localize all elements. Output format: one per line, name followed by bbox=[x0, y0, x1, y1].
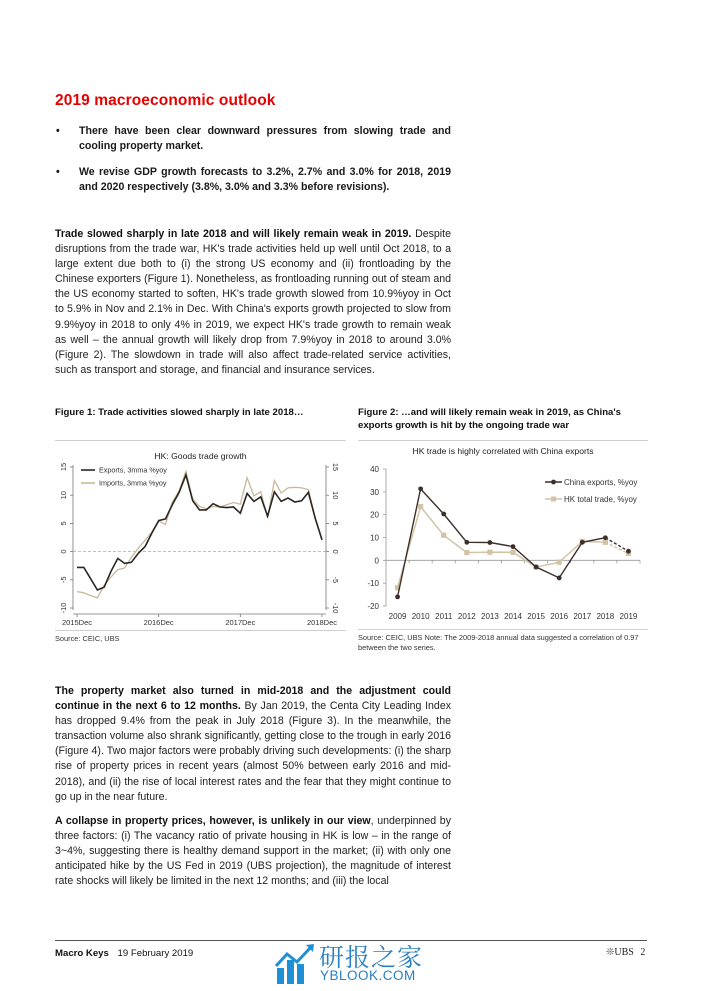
key-point-text: There have been clear downward pressures from slowing trade and cooling property market. bbox=[79, 125, 451, 152]
svg-text:2019: 2019 bbox=[619, 612, 638, 621]
svg-text:20: 20 bbox=[370, 510, 379, 520]
svg-text:10: 10 bbox=[370, 533, 379, 543]
svg-text:-5: -5 bbox=[331, 576, 340, 584]
svg-text:5: 5 bbox=[59, 521, 68, 526]
figure-2-bottom-rule bbox=[358, 629, 648, 630]
svg-text:-10: -10 bbox=[59, 602, 68, 614]
bullet-icon: • bbox=[56, 125, 60, 137]
svg-text:5: 5 bbox=[331, 521, 340, 526]
figure-2-chart bbox=[358, 443, 648, 629]
paragraph-property bbox=[55, 684, 451, 805]
key-point bbox=[55, 124, 451, 154]
svg-text:2018: 2018 bbox=[596, 612, 615, 621]
figure-1-caption: Figure 1: Trade activities slowed sharply in late 2018… bbox=[55, 407, 304, 418]
paragraph-body: By Jan 2019, the Centa City Leading Index has dropped 9.4% from the peak in July 2018 (Figure 3). In the meanwhile, the transaction volume also shrank significantly, getting close to the trough in early 2016 (Figure 4). Two major factors were probably driving such developments: (i) the sharp rise of property prices in recent years (almost 50% between early 2016 and mid-2018), and (ii) the rise of local interest rates and the fear that they might continue to go up in the near future. bbox=[55, 700, 452, 803]
paragraph-lead: A collapse in property prices, however, is unlikely in our view bbox=[55, 815, 371, 827]
figure-1-chart bbox=[55, 443, 346, 629]
svg-text:2015Dec: 2015Dec bbox=[61, 618, 93, 627]
svg-text:HK total trade, %yoy: HK total trade, %yoy bbox=[564, 495, 637, 504]
svg-text:-20: -20 bbox=[367, 602, 379, 611]
svg-text:0: 0 bbox=[59, 549, 68, 554]
page-number: 2 bbox=[640, 947, 646, 958]
figure-2-plot bbox=[358, 443, 648, 629]
brand-name: UBS bbox=[614, 947, 634, 958]
svg-text:-10: -10 bbox=[331, 602, 340, 614]
svg-text:2011: 2011 bbox=[435, 612, 453, 621]
bullet-icon: • bbox=[56, 166, 60, 178]
svg-text:2018Dec: 2018Dec bbox=[306, 618, 338, 627]
svg-text:2010: 2010 bbox=[411, 612, 430, 621]
svg-text:-5: -5 bbox=[59, 576, 68, 584]
svg-text:2017Dec: 2017Dec bbox=[225, 618, 256, 627]
figure-2-source: Source: CEIC, UBS Note: The 2009-2018 annual data suggested a correlation of 0.97 between the two series. bbox=[358, 633, 639, 652]
svg-text:2015: 2015 bbox=[527, 612, 545, 621]
section-title: 2019 macroeconomic outlook bbox=[55, 92, 276, 109]
paragraph-collapse bbox=[55, 814, 451, 889]
paragraph-lead: Trade slowed sharply in late 2018 and will likely remain weak in 2019. bbox=[55, 228, 412, 240]
figure-1-plot bbox=[55, 443, 346, 629]
paragraph-body: Despite disruptions from the trade war, HK's trade activities held up well until Oct 2018, to a large extent due both to (i) the strong US economy and (ii) frontloading by the Chinese exporters (Figure 1). Nonetheless, as frontloading running out of steam and the US economy started to soften, HK's trade growth slowed from 10.9%yoy in Oct to 5.9% in Nov and 2.1% in Dec. With China's exports growth projected to slow from 9.9%yoy in 2018 to only 4% in 2019, we expect HK's trade growth to remain weak as well – the annual growth will likely drop from 7.9%yoy in 2018 to around 3.0% (Figure 2). The slowdown in trade will also affect trade-related service activities, such as transport and storage, and financial and insurance services. bbox=[55, 228, 451, 376]
svg-text:2016Dec: 2016Dec bbox=[143, 618, 174, 627]
footer-brand bbox=[606, 947, 645, 958]
publication-date: 19 February 2019 bbox=[117, 948, 194, 959]
svg-text:-10: -10 bbox=[367, 579, 379, 589]
figure-1-chart-title: HK: Goods trade growth bbox=[154, 451, 247, 461]
svg-text:2009: 2009 bbox=[388, 612, 407, 621]
paragraph-trade bbox=[55, 227, 451, 378]
key-point bbox=[55, 165, 451, 195]
svg-text:China exports, %yoy: China exports, %yoy bbox=[564, 478, 638, 487]
svg-text:2012: 2012 bbox=[457, 612, 476, 621]
key-points bbox=[55, 124, 451, 206]
footer-publication bbox=[55, 948, 193, 959]
svg-text:0: 0 bbox=[331, 549, 340, 554]
svg-text:10: 10 bbox=[331, 491, 340, 500]
svg-text:2017: 2017 bbox=[573, 612, 592, 621]
figure-2-chart-title: HK trade is highly correlated with China exports bbox=[412, 446, 594, 456]
svg-text:40: 40 bbox=[370, 465, 379, 474]
svg-text:15: 15 bbox=[331, 462, 340, 472]
svg-text:2016: 2016 bbox=[550, 612, 569, 621]
watermark-url: YBLOOK.COM bbox=[320, 968, 416, 983]
figure-1-bottom-rule bbox=[55, 630, 346, 631]
figure-1-top-rule bbox=[55, 440, 346, 441]
svg-text:10: 10 bbox=[59, 491, 68, 500]
key-point-text: We revise GDP growth forecasts to 3.2%, 2.7% and 3.0% for 2018, 2019 and 2020 respectively (3.8%, 3.0% and 3.3% before revisions). bbox=[79, 166, 451, 193]
svg-text:2014: 2014 bbox=[504, 612, 522, 621]
watermark-chart-logo-icon bbox=[273, 942, 317, 986]
paragraph-lead: The property market also turned in mid-2018 and the adjustment could continue in the next 6 to 12 months. bbox=[55, 685, 451, 713]
svg-text:15: 15 bbox=[59, 462, 68, 472]
svg-text:Exports, 3mma %yoy: Exports, 3mma %yoy bbox=[99, 465, 167, 475]
watermark bbox=[273, 940, 433, 988]
figure-1-source: Source: CEIC, UBS bbox=[55, 634, 120, 643]
svg-text:2013: 2013 bbox=[481, 612, 499, 621]
svg-text:Imports, 3mma %yoy: Imports, 3mma %yoy bbox=[99, 478, 167, 488]
figure-2-caption: Figure 2: …and will likely remain weak in 2019, as China's exports growth is hit by the ongoing trade war bbox=[358, 407, 622, 431]
svg-text:0: 0 bbox=[374, 556, 379, 566]
publication-name: Macro Keys bbox=[55, 948, 109, 959]
figure-2-top-rule bbox=[358, 440, 648, 441]
ubs-keys-logo-icon: ❊ bbox=[606, 947, 615, 958]
watermark-cn-text: 研报之家 bbox=[319, 943, 424, 972]
svg-text:30: 30 bbox=[370, 487, 379, 497]
paragraph-body: , underpinned by three factors: (i) The vacancy ratio of private housing in HK is low – in the range of 3~4%, suggesting there is healthy demand support in the market; (ii) with only one anticipated hike by the US Fed in 2019 (UBS projection), the magnitude of interest rate shocks will likely be limited in the next 12 months; and (iii) the local bbox=[55, 815, 451, 888]
